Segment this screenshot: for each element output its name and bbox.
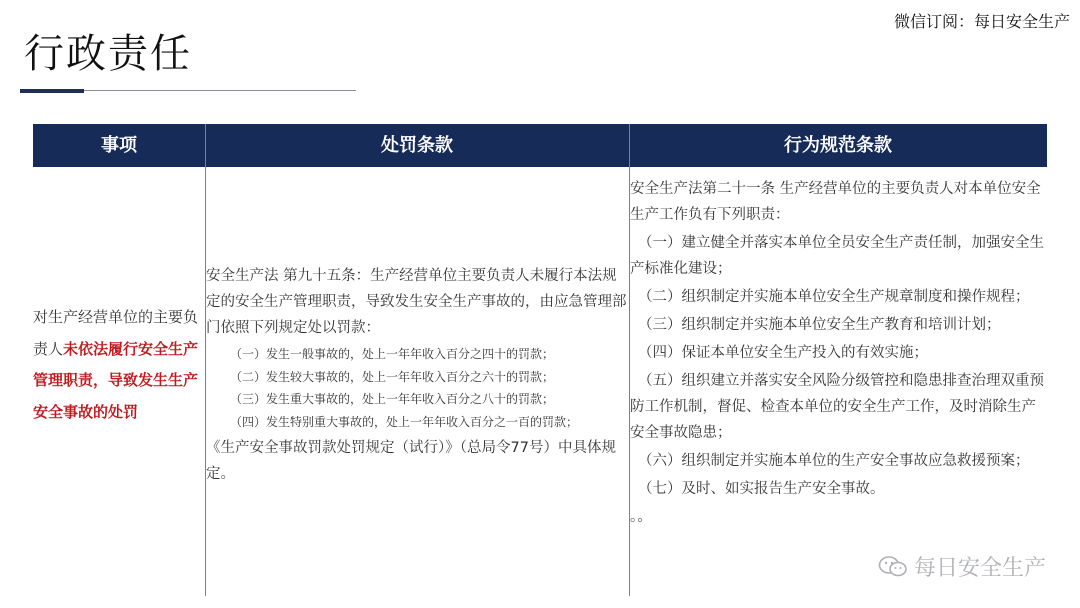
header-item: 事项 [101,135,137,156]
norm-list-item: （一）建立健全并落实本单位全员安全生产责任制，加强安全生产标准化建设； [630,235,1044,277]
norm-list-item: （四）保证本单位安全生产投入的有效实施； [638,345,928,361]
cell-penalty [206,263,628,487]
page-title: 行政责任 [24,31,192,77]
penalty-list-item: （四）发生特别重大事故的，处上一年年收入百分之一百的罚款； [230,414,579,429]
title-underline-accent [20,89,84,93]
header-penalty: 处罚条款 [381,135,453,156]
title-underline [84,90,356,91]
penalty-lead: 安全生产法 第九十五条：生产经营单位主要负责人未履行本法规定的安全生产管理职责，导致发生安全生产事故的，由应急管理部门依照下列规定处以罚款： [206,268,627,336]
penalty-list [206,343,628,433]
item-text: 对生产经营单位的主要负责人 [33,308,199,358]
norm-list-item: （五）组织建立并落实安全风险分级管控和隐患排查治理双重预防工作机制，督促、检查本单位的安全生产工作，及时消除生产安全事故隐患； [630,373,1044,441]
penalty-list-item: （一）发生一般事故的，处上一年年收入百分之四十的罚款； [230,347,555,361]
watermark [878,551,1046,582]
subscribe-text: 微信订阅：每日安全生产 [893,12,1070,31]
penalty-tail: 《生产安全事故罚款处罚规定（试行）》（总局令77号）中具体规定。 [206,440,616,482]
item-emphasis: 未依法履行安全生产管理职责，导致发生生产安全事故的处罚 [33,339,199,421]
watermark-text: 每日安全生产 [913,556,1046,581]
cell-item [33,302,203,428]
penalty-list-item: （二）发生较大事故的，处上一年年收入百分之六十的罚款； [230,369,555,384]
table-header [33,124,1047,167]
responsibility-table [33,124,1047,596]
norm-list-item: （三）组织制定并实施本单位安全生产教育和培训计划； [638,317,1001,333]
norm-lead: 安全生产法第二十一条 生产经营单位的主要负责人对本单位安全生产工作负有下列职责： [630,181,1041,223]
wechat-icon [878,555,908,579]
norm-end: 。。 [630,509,652,525]
norm-list-item: （六）组织制定并实施本单位的生产安全事故应急救援预案； [638,453,1030,469]
norm-list-item: （二）组织制定并实施本单位安全生产规章制度和操作规程； [638,289,1030,305]
norm-list-item: （七）及时、如实报告生产安全事故。 [638,481,885,497]
header-norm: 行为规范条款 [784,135,892,156]
cell-norm [630,176,1048,530]
penalty-list-item: （三）发生重大事故的，处上一年年收入百分之八十的罚款； [230,392,555,406]
